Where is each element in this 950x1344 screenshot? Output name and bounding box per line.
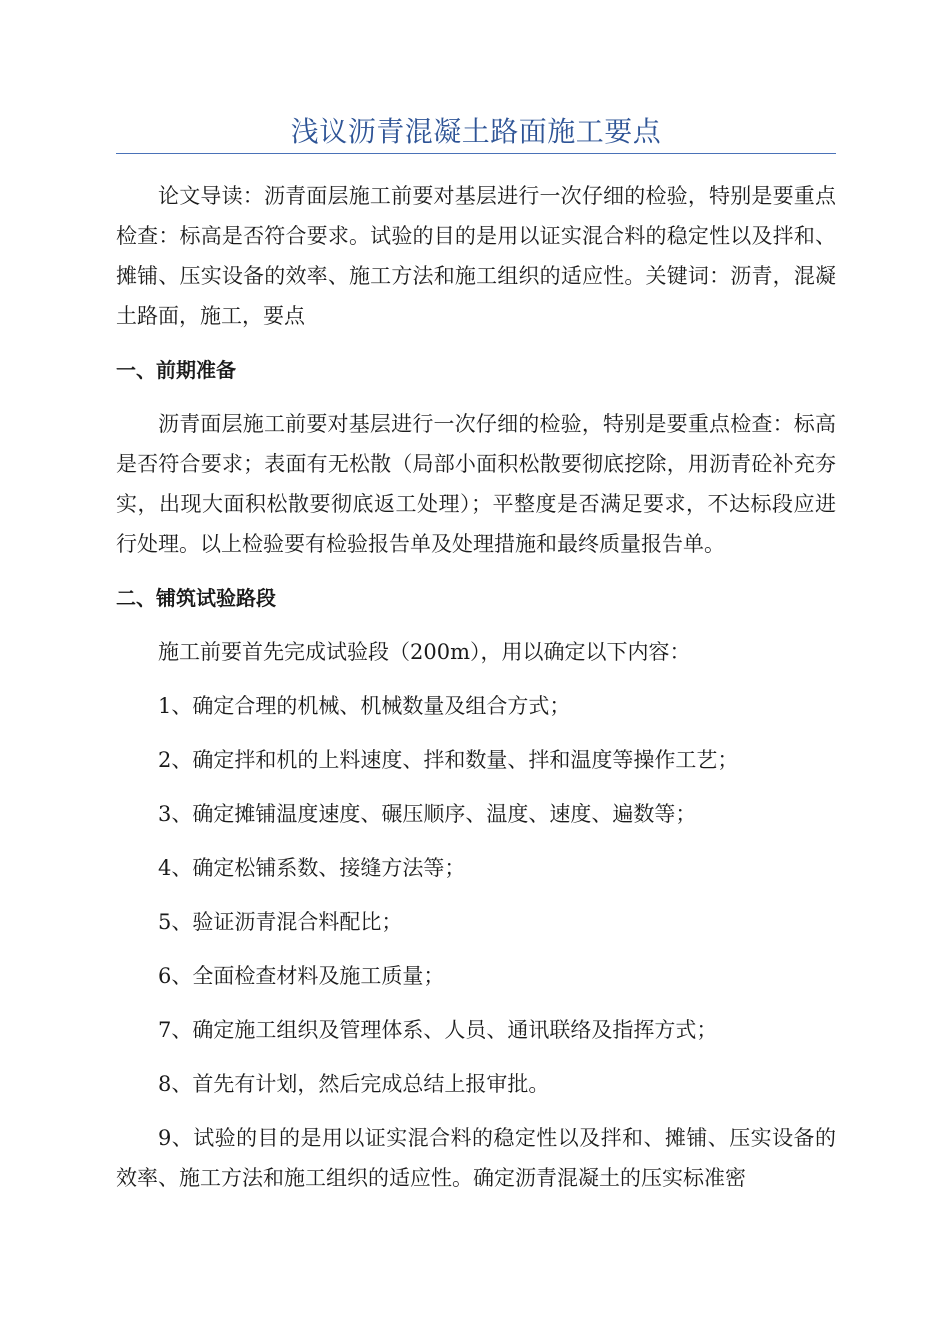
document-title: 浅议沥青混凝土路面施工要点: [290, 115, 662, 148]
list-item: 5、验证沥青混合料配比；: [158, 910, 403, 934]
list-item: 4、确定松铺系数、接缝方法等；: [158, 856, 466, 880]
title-underline: [116, 153, 836, 154]
list-item: 7、确定施工组织及管理体系、人员、通讯联络及指挥方式；: [158, 1018, 718, 1042]
trial-section-lead: 施工前要首先完成试验段（200m），用以确定以下内容：: [158, 640, 691, 664]
intro-paragraph: 论文导读：沥青面层施工前要对基层进行一次仔细的检验，特别是要重点检查：标高是否符合要求。试验的目的是用以证实混合料的稳定性以及拌和、摊铺、压实设备的效率、施工方法和施工组织的适应性。关键词：沥青，混凝土路面，施工，要点: [116, 184, 836, 328]
section-heading-trial-section: 二、铺筑试验路段: [116, 586, 276, 610]
list-item: 2、确定拌和机的上料速度、拌和数量、拌和温度等操作工艺；: [158, 748, 739, 772]
section-heading-preparation: 一、前期准备: [116, 358, 236, 382]
list-item: 6、全面检查材料及施工质量；: [158, 964, 445, 988]
list-item: 1、确定合理的机械、机械数量及组合方式；: [158, 694, 571, 718]
document-body: [116, 176, 836, 1212]
preparation-paragraph: 沥青面层施工前要对基层进行一次仔细的检验，特别是要重点检查：标高是否符合要求；表面有无松散（局部小面积松散要彻底挖除，用沥青砼补充夯实，出现大面积松散要彻底返工处理）；平整度是否满足要求，不达标段应进行处理。以上检验要有检验报告单及处理措施和最终质量报告单。: [116, 412, 836, 556]
list-item: 3、确定摊铺温度速度、碾压顺序、温度、速度、遍数等；: [158, 802, 697, 826]
list-item: 8、首先有计划，然后完成总结上报审批。: [158, 1072, 550, 1096]
list-item: 9、试验的目的是用以证实混合料的稳定性以及拌和、摊铺、压实设备的效率、施工方法和施工组织的适应性。确定沥青混凝土的压实标准密: [116, 1126, 836, 1190]
